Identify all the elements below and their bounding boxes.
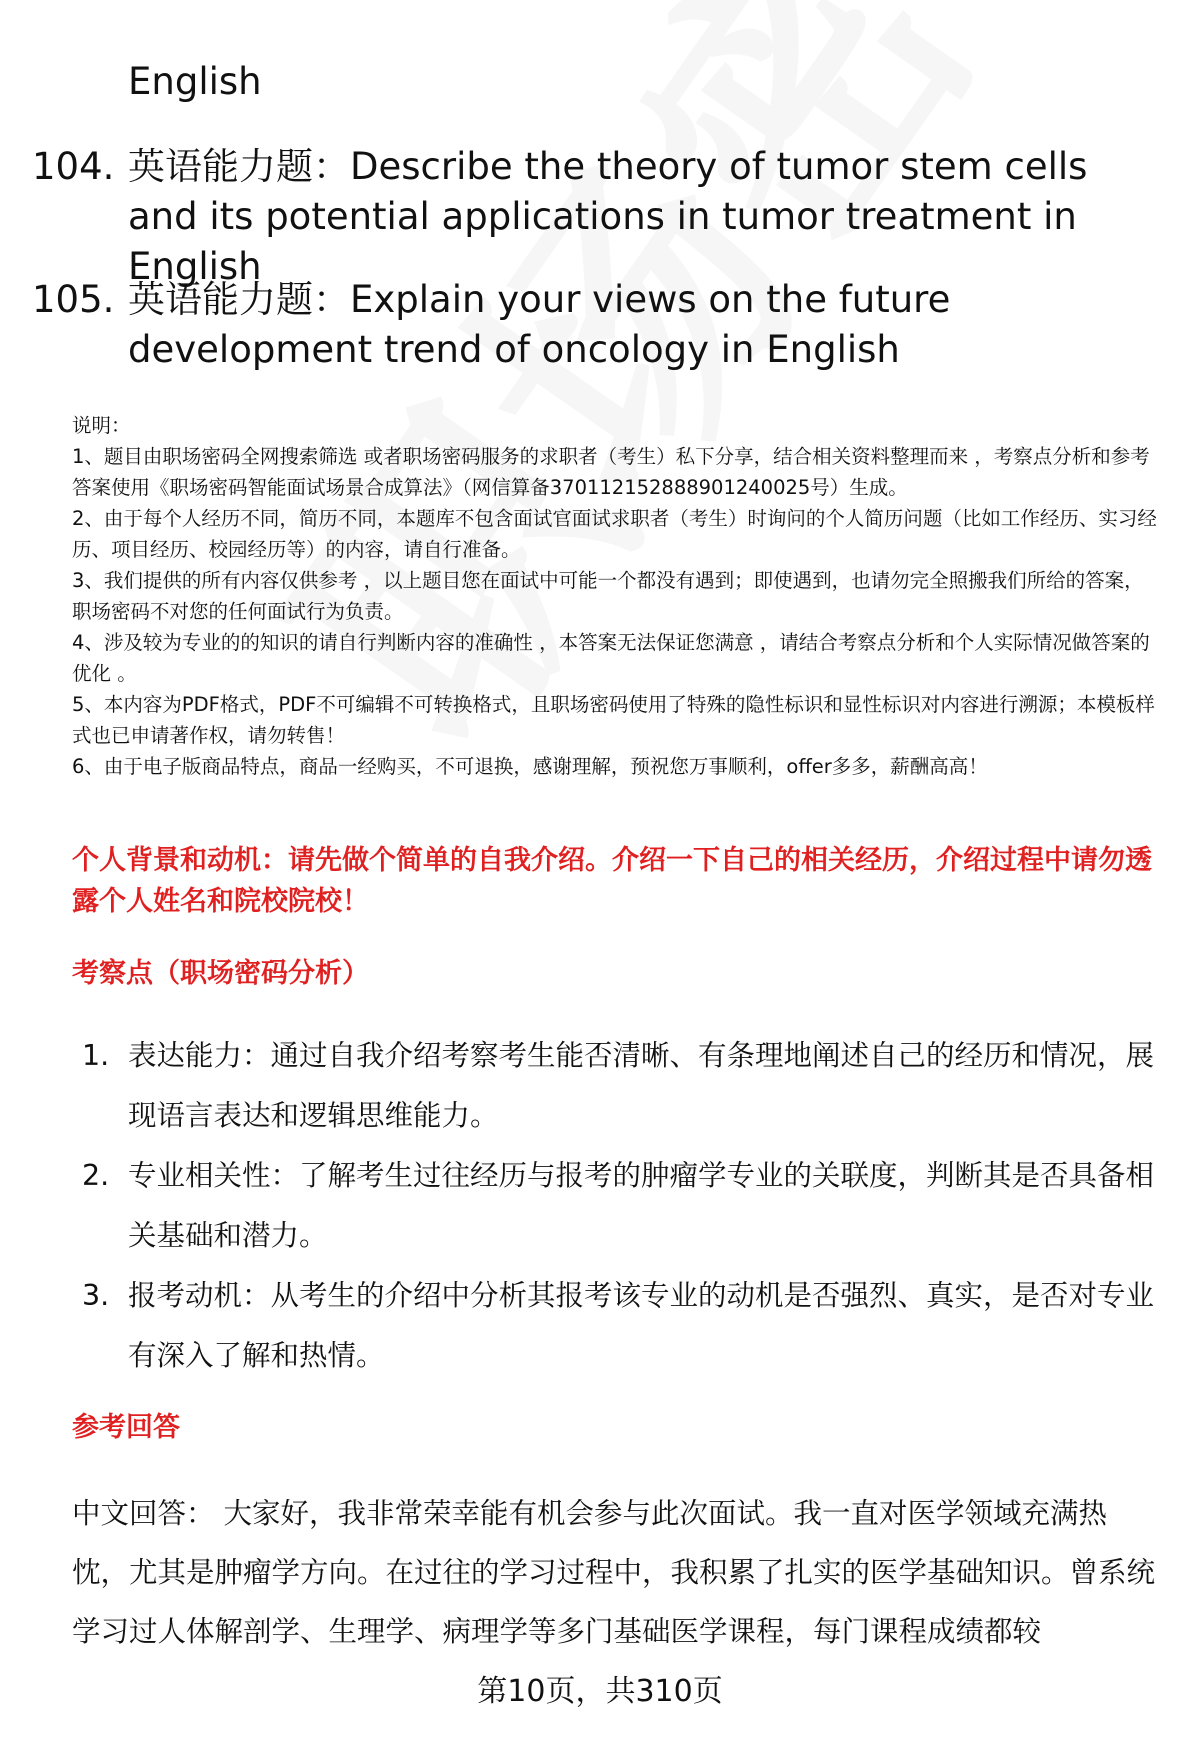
list-item-number: 2. [82, 1159, 110, 1192]
question-105 [32, 275, 1162, 375]
list-item-text: 专业相关性：了解考生过往经历与报考的肿瘤学专业的关联度，判断其是否具备相关基础和潜力。 [128, 1159, 1155, 1252]
question-number: 105. [32, 278, 115, 321]
question-text: 英语能力题：Describe the theory of tumor stem cells and its potential applications in tumor treatment in English [128, 145, 1088, 288]
list-item [82, 1146, 1162, 1266]
list-item-number: 1. [82, 1039, 110, 1072]
notes-title: 说明： [72, 414, 131, 437]
note-item: 4、涉及较为专业的的知识的请自行判断内容的准确性 ，本答案无法保证您满意 ，请结合考察点分析和个人实际情况做答案的优化 。 [72, 631, 1150, 685]
list-item-text: 表达能力：通过自我介绍考察考生能否清晰、有条理地阐述自己的经历和情况，展现语言表达和逻辑思维能力。 [128, 1039, 1155, 1132]
page-footer: 第10页，共310页 [477, 1674, 723, 1709]
question-text: 英语能力题：Explain your views on the future development trend of oncology in English [128, 278, 951, 371]
list-item [82, 1266, 1162, 1386]
assessment-points-list [82, 1026, 1162, 1386]
list-item-number: 3. [82, 1279, 110, 1312]
note-item: 5、本内容为PDF格式，PDF不可编辑不可转换格式，且职场密码使用了特殊的隐性标识和显性标识对内容进行溯源；本模板样式也已申请著作权，请勿转售！ [72, 693, 1155, 747]
question-number: 104. [32, 145, 115, 188]
list-item [82, 1026, 1162, 1146]
list-item-text: 报考动机：从考生的介绍中分析其报考该专业的动机是否强烈、真实，是否对专业有深入了解和热情。 [128, 1279, 1155, 1372]
background-question-heading: 个人背景和动机：请先做个简单的自我介绍。介绍一下自己的相关经历，介绍过程中请勿透露个人姓名和院校院校！ [72, 845, 1152, 917]
notes-section [72, 410, 1162, 782]
note-item: 3、我们提供的所有内容仅供参考 ，以上题目您在面试中可能一个都没有遇到；即使遇到，也请勿完全照搬我们所给的答案，职场密码不对您的任何面试行为负责。 [72, 569, 1144, 623]
assessment-points-heading: 考察点（职场密码分析） [72, 958, 369, 989]
note-item: 6、由于电子版商品特点，商品一经购买，不可退换，感谢理解，预祝您万事顺利，offer多多，薪酬高高！ [72, 755, 988, 778]
question-104 [32, 142, 1162, 292]
previous-question-tail: English [128, 60, 262, 103]
reference-answer-heading: 参考回答 [72, 1412, 180, 1443]
reference-answer-text: 中文回答： 大家好，我非常荣幸能有机会参与此次面试。我一直对医学领域充满热忱，尤其是肿瘤学方向。在过往的学习过程中，我积累了扎实的医学基础知识。曾系统学习过人体解剖学、生理学、病理学等多门基础医学课程，每门课程成绩都较 [72, 1497, 1156, 1648]
note-item: 2、由于每个人经历不同，简历不同，本题库不包含面试官面试求职者（考生）时询问的个人简历问题（比如工作经历、实习经历、项目经历、校园经历等）的内容，请自行准备。 [72, 507, 1157, 561]
note-item: 1、题目由职场密码全网搜索筛选 或者职场密码服务的求职者（考生）私下分享，结合相关资料整理而来 ，考察点分析和参考答案使用《职场密码智能面试场景合成算法》（网信算备370112152888901240025号）生成。 [72, 445, 1150, 499]
